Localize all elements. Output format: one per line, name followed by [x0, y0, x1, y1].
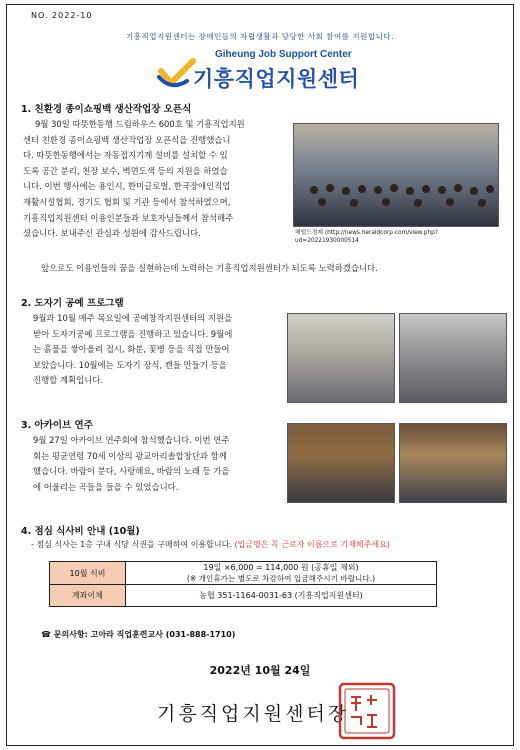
section-1-line: 니다. 이번 행사에는 용인시, 한미글로벌, 한국장애인직업 [23, 181, 231, 192]
section-2-line: 보았습니다. 10월에는 도자기 장식, 캔들 만들기 등을 [33, 359, 227, 370]
table-row [50, 562, 437, 585]
section-1-line: 셨습니다. 보내주신 관심과 성원에 감사드립니다. [23, 228, 201, 239]
newsletter-page [6, 4, 514, 746]
section-1-line: 도록 공간 분리, 천장 보수, 벽면도색 등의 지원을 하였습 [23, 165, 228, 176]
table-row [50, 585, 437, 607]
meal-fee-label: 10월 식비 [50, 562, 126, 585]
meal-note-warning: (입금명은 꼭 근로자 이름으로 기재해주세요) [234, 540, 390, 549]
meal-fee-value [126, 562, 437, 585]
section-2-title: 2. 도자기 공예 프로그램 [21, 298, 124, 309]
contact-info: ☎ 문의사항: 고아라 직업훈련교사 (031-888-1710) [41, 630, 236, 639]
section-3-line: 에 어울리는 곡들을 들을 수 있었습니다. [33, 481, 179, 492]
section-3-body [33, 433, 287, 495]
pottery-class-photo-2 [399, 313, 507, 403]
center-logo [157, 49, 397, 93]
section-1-line: 센터 친환경 종이쇼핑백 생산작업장 오픈식을 진행했습니 [23, 134, 231, 145]
section-3-line: 했습니다. 바람이 분다, 사랑해요, 바람의 노래 등 가을 [33, 466, 230, 477]
section-2-line: 진행할 계획입니다. [33, 375, 104, 386]
opening-ceremony-photo [293, 123, 499, 227]
official-seal-icon [337, 681, 397, 741]
section-2-line: 는 흙물을 쌓아올려 접시, 화분, 꽃병 등을 직접 만들어 [33, 344, 230, 355]
section-1-title: 1. 친환경 종이쇼핑백 생산작업장 오픈식 [21, 104, 192, 115]
concert-photo-2 [399, 423, 507, 503]
logo-korean-name: 기흥직업지원센터 [193, 67, 360, 91]
organization-signature: 기흥직업지원센터장 [157, 703, 350, 725]
concert-photo-1 [287, 423, 395, 503]
section-2-body [33, 311, 283, 389]
section-2-line: 받아 도자기공예 프로그램을 진행하고 있습니다. 9월에 [33, 328, 233, 339]
meal-fee-amount: 19일 ×6,000 = 114,000 원 (공휴일 제외) [203, 563, 359, 572]
section-1-line: 다. 따뜻한동행에서는 자동접지기계 설비를 설치할 수 있 [23, 150, 228, 161]
issue-date: 2022년 10월 24일 [209, 664, 311, 677]
section-1-body [23, 117, 291, 242]
section-3-line: 9월 27일 아카이브 연주회에 참석했습니다. 이번 연주 [33, 435, 230, 445]
logo-english-name: Giheung Job Support Center [215, 49, 352, 60]
meal-note [31, 537, 515, 553]
section-1-line: 기흥직업지원센터 이용인분들과 보호자님들께서 참석해주 [23, 212, 234, 223]
section-1-line: 9월 30일 따뜻한동행 드림하우스 600호 및 기흥직업지원 [35, 119, 245, 129]
pottery-class-photo-1 [287, 313, 395, 403]
bank-transfer-label: 계좌이체 [50, 585, 126, 607]
bank-account-value: 농협 351-1164-0031-63 (기흥직업지원센터) [126, 585, 437, 607]
meal-fee-note: (※ 개인휴가는 별도로 차감하여 입금해주시기 바랍니다.) [186, 574, 376, 583]
section-2-line: 9월과 10월 매주 목요일에 공예창작지원센터의 지원을 [33, 313, 233, 323]
meal-note-text: - 점심 식사는 1층 구내 식당 식권을 구매하여 이용합니다. [31, 540, 232, 549]
section-3-title: 3. 아카이브 연주 [21, 420, 93, 431]
section-1-line: 재활시설협회, 경기도 협회 및 기관 등에서 참석하였으며, [23, 196, 231, 207]
section-3-line: 회는 평균연령 70세 이상의 광교아리솔합창단과 함께 [33, 450, 227, 461]
checkmark-logo-icon [157, 57, 197, 91]
document-number: NO. 2022-10 [31, 11, 93, 20]
photo-source-caption: 헤럴드경제 (http://news.heraldcorp.com/view.php?ud=20221930000514 [295, 230, 438, 244]
section-4-title: 4. 점심 식사비 안내 (10월) [21, 526, 140, 537]
section-1-closing: 앞으로도 이용인들의 꿈을 실현하는데 노력하는 기흥직업지원센터가 되도록 노력하겠습니다. [41, 263, 378, 273]
center-motto: 기흥직업지원센터는 장애인들의 자립생활과 당당한 사회 참여를 지원합니다. [125, 32, 395, 41]
meal-fee-table [49, 561, 437, 607]
